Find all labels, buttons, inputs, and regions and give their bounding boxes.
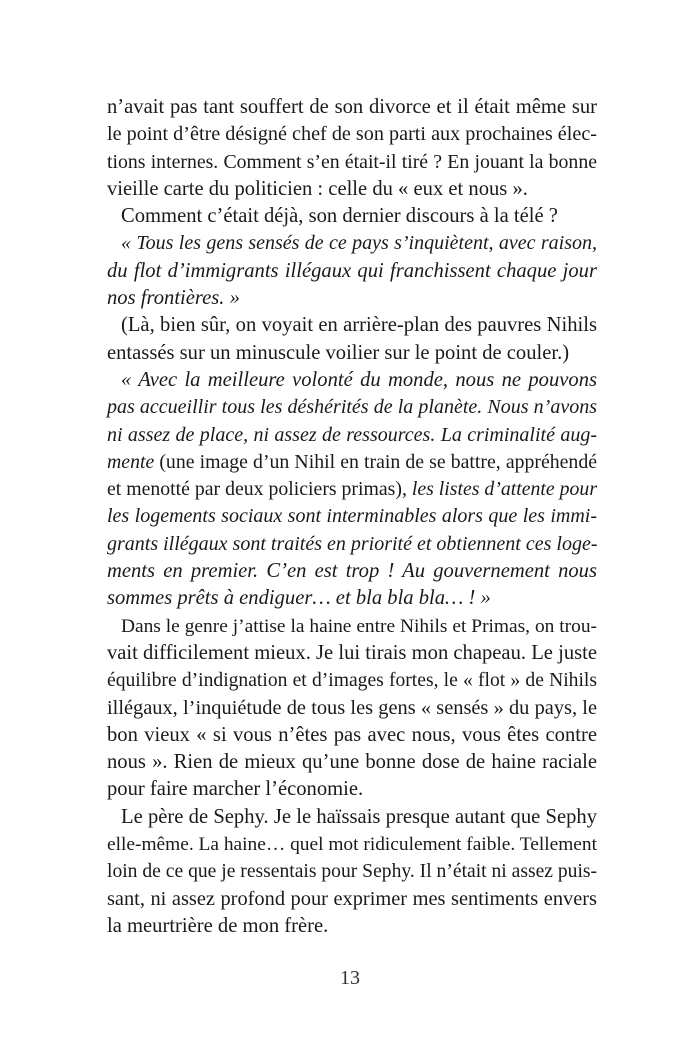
text-line: n’avait pas tant souffert de son divorce et il était même sur — [107, 96, 597, 118]
text-line: elle-même. La haine… quel mot ridiculement faible. Tellement — [107, 834, 597, 856]
text-line: équilibre d’indignation et d’images fortes, le « flot » de Nihils — [107, 670, 597, 692]
quote-line: pas accueillir tous les déshérités de la planète. Nous n’avons — [107, 396, 597, 419]
quote-line: sommes prêts à endiguer… et bla bla bla… ! » — [107, 587, 491, 610]
quote-line: du flot d’immigrants illégaux qui franchissent chaque jour — [107, 259, 597, 282]
text-line: Dans le genre j’attise la haine entre Nihils et Primas, on trou- — [121, 615, 597, 637]
text-line: sant, ni assez profond pour exprimer mes sentiments envers — [107, 887, 597, 910]
text-line: la meurtrière de mon frère. — [107, 914, 329, 937]
text-line: bon vieux « si vous n’êtes pas avec nous, vous êtes contre — [107, 723, 597, 746]
quote-line: grants illégaux sont traités en priorité et obtiennent ces loge- — [107, 532, 598, 555]
quote-line: ments en premier. C’en est trop ! Au gouvernement nous — [107, 560, 597, 583]
quote-line: « Avec la meilleure volonté du monde, nous ne pouvons — [121, 368, 597, 391]
mixed-line — [107, 476, 597, 503]
text-line: entassés sur un minuscule voilier sur le point de couler.) — [107, 341, 570, 364]
quote-line: ni assez de place, ni assez de ressources. La criminalité aug- — [107, 423, 597, 446]
text-line: vait difficilement mieux. Je lui tirais mon chapeau. Le juste — [107, 641, 597, 664]
text-line: nous ». Rien de mieux qu’une bonne dose de haine raciale — [107, 751, 597, 774]
text-line: Le père de Sephy. Je le haïssais presque autant que Sephy — [121, 805, 597, 828]
text-line: vieille carte du politicien : celle du « eux et nous ». — [107, 177, 528, 200]
text-line: le point d’être désigné chef de son parti aux prochaines élec- — [107, 123, 597, 146]
text-line: loin de ce que je ressentais pour Sephy. Il n’était ni assez puis- — [107, 861, 598, 883]
text-line: pour faire marcher l’économie. — [107, 778, 364, 801]
text-line: tions internes. Comment s’en était-il tiré ? En jouant la bonne — [107, 150, 597, 173]
roman-fragment: et menotté par deux policiers primas), — [107, 478, 412, 501]
quote-line: « Tous les gens sensés de ce pays s’inquiètent, avec raison, — [121, 232, 597, 255]
text-line: (Là, bien sûr, on voyait en arrière-plan des pauvres Nihils — [121, 314, 597, 337]
italic-fragment: mente — [107, 450, 155, 473]
text-line: Comment c’était déjà, son dernier discours à la télé ? — [121, 205, 558, 228]
italic-fragment: les listes d’attente pour — [411, 478, 598, 501]
page-body — [107, 94, 597, 940]
text-line: illégaux, l’inquiétude de tous les gens « sensés » du pays, le — [107, 696, 597, 719]
quote-line: nos frontières. » — [107, 287, 240, 310]
page-number: 13 — [340, 967, 360, 989]
roman-fragment: (une image d’un Nihil en train de se battre, appréhendé — [154, 450, 597, 473]
mixed-line — [107, 449, 597, 476]
quote-line: les logements sociaux sont interminables alors que les immi- — [107, 505, 597, 528]
